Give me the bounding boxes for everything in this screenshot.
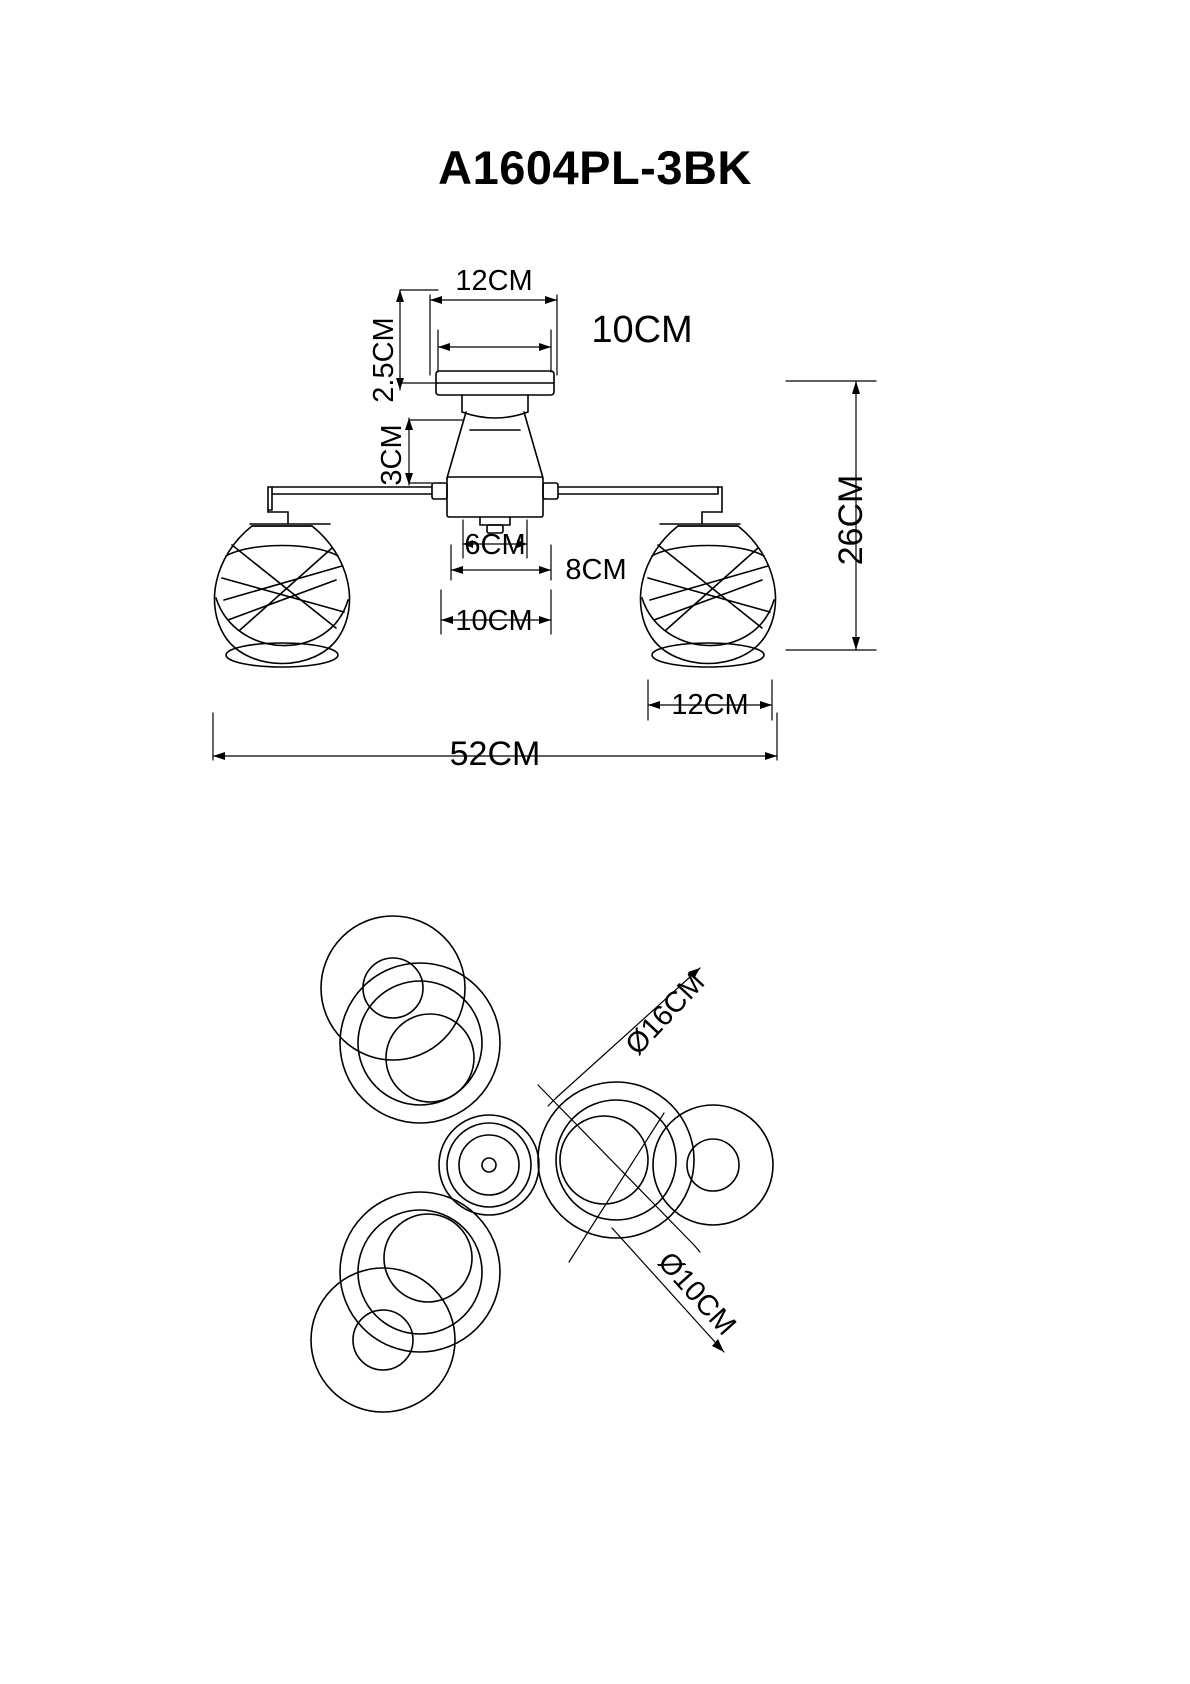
dim-canopy-inner-width (438, 330, 551, 372)
dimension-labels (368, 265, 870, 1342)
plan-center-hub (439, 1115, 539, 1215)
plan-shade-lower-left (311, 1192, 500, 1412)
label-center-span: 10CM (455, 605, 533, 637)
label-total-height: 26CM (832, 474, 870, 566)
label-arm-offset: 8CM (565, 554, 627, 586)
front-dimension-set (213, 290, 876, 760)
label-inner-diameter: Ø10CM (651, 1246, 743, 1342)
label-body-width: 6CM (464, 529, 526, 561)
dim-canopy-width (430, 295, 557, 375)
label-canopy-inner-width: 10CM (591, 309, 693, 351)
plan-shade-upper-left (321, 916, 500, 1123)
canopy (436, 371, 554, 418)
label-canopy-width: 12CM (455, 265, 533, 297)
right-arm (558, 487, 740, 524)
plan-shade-right (538, 1082, 773, 1238)
stem-cone (447, 412, 543, 478)
dim-canopy-height (396, 290, 438, 390)
right-shade (640, 526, 775, 667)
label-canopy-height: 2.5CM (368, 317, 400, 403)
page-title: A1604PL-3BK (438, 141, 752, 194)
label-total-width: 52CM (449, 735, 541, 773)
left-shade (214, 526, 349, 667)
center-body (432, 477, 558, 533)
label-shade-width: 12CM (671, 689, 749, 721)
left-arm (250, 487, 432, 524)
label-cone-height: 3CM (376, 424, 408, 486)
label-outer-diameter: Ø16CM (619, 966, 712, 1062)
